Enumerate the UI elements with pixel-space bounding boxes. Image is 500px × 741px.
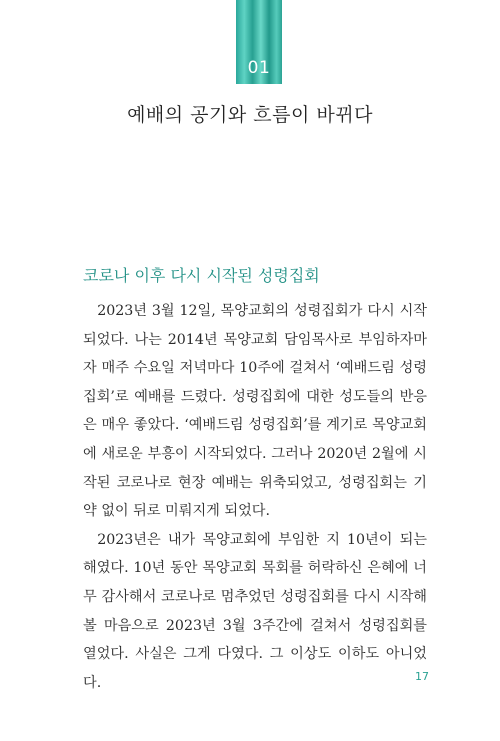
chapter-tab: [236, 0, 282, 84]
page-number: 17: [415, 670, 429, 683]
section-heading: 코로나 이후 다시 시작된 성령집회: [83, 266, 320, 285]
chapter-number: 01: [247, 58, 271, 78]
paragraph: 2023년 3월 12일, 목양교회의 성령집회가 다시 시작되었다. 나는 2014년 목양교회 담임목사로 부임하자마자 매주 수요일 저녁마다 10주에 걸쳐서 ‘예배드림 성령집회’로 예배를 드렸다. 성령집회에 대한 성도들의 반응은 매우 좋았다. ‘예배드림 성령집회’를 계기로 목양교회에 새로운 부흥이 시작되었다. 그러나 2020년 2월에 시작된 코로나로 현장 예배는 위축되었고, 성령집회는 기약 없이 뒤로 미뤄지게 되었다.: [83, 303, 427, 520]
body-text: [83, 297, 427, 697]
paragraph: 2023년은 내가 목양교회에 부임한 지 10년이 되는 해였다. 10년 동안 목양교회 목회를 허락하신 은혜에 너무 감사해서 코로나로 멈추었던 성령집회를 다시 시작해볼 마음으로 2023년 3월 3주간에 걸쳐서 성령집회를 열었다. 사실은 그게 다였다. 그 이상도 이하도 아니었다.: [83, 531, 427, 691]
chapter-title: 예배의 공기와 흐름이 바뀌다: [127, 104, 373, 126]
